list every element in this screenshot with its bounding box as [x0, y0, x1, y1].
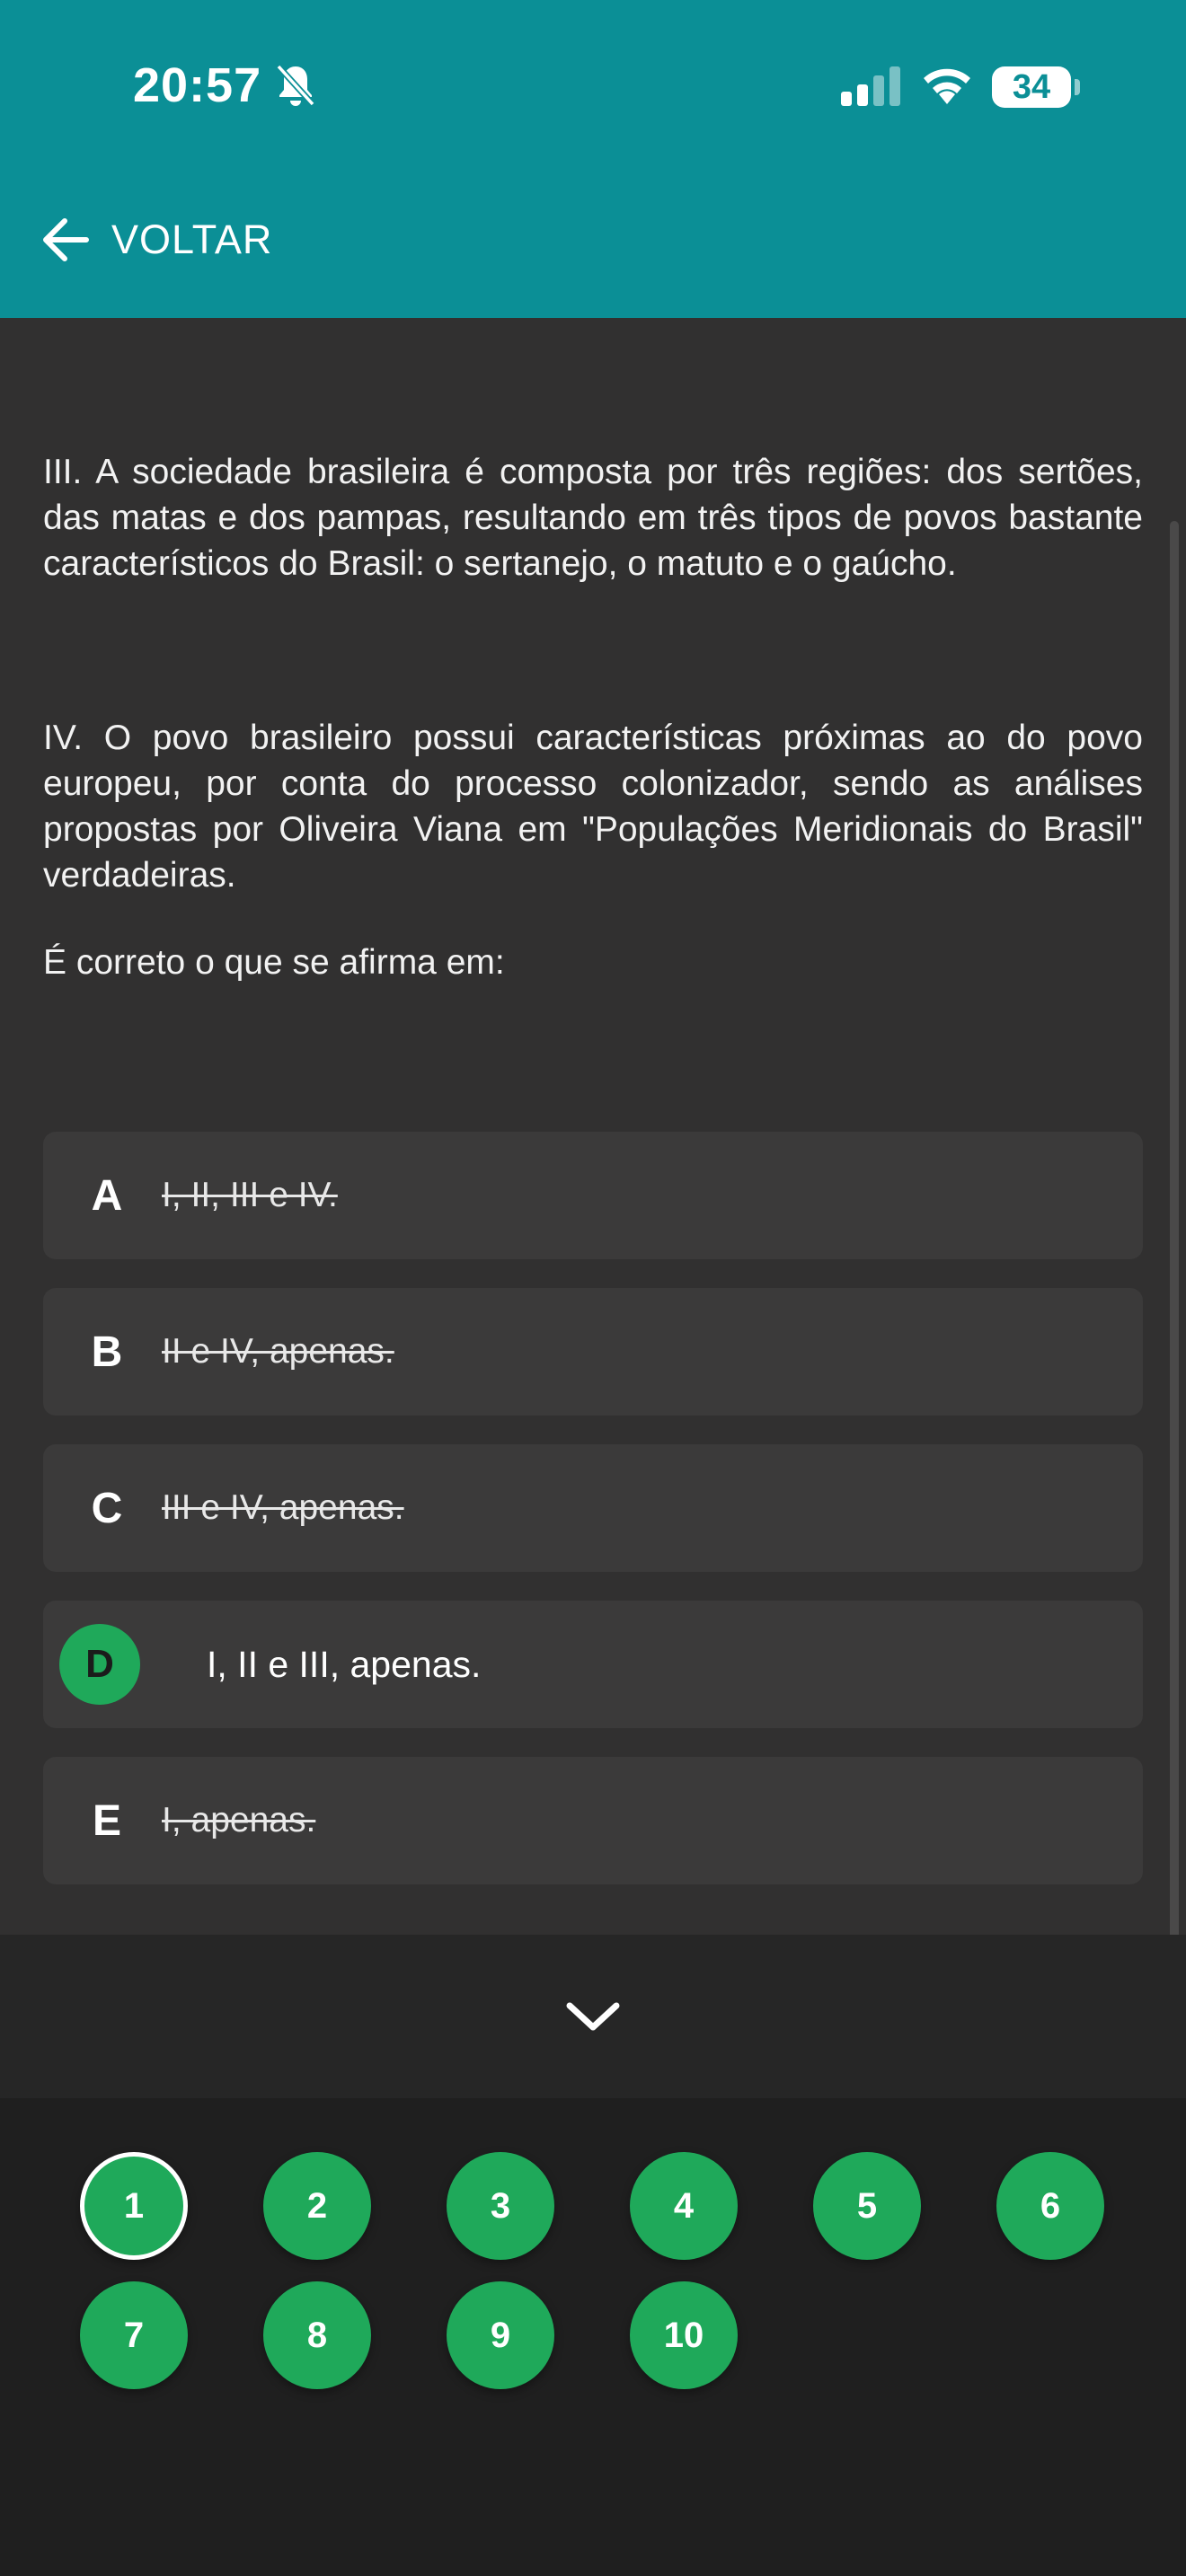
option-e[interactable] [43, 1757, 1143, 1884]
bell-muted-icon [275, 63, 316, 108]
question-number-3[interactable]: 3 [447, 2152, 554, 2260]
option-letter-selected: D [59, 1624, 140, 1705]
option-d[interactable] [43, 1601, 1143, 1728]
question-number-9[interactable]: 9 [447, 2281, 554, 2389]
app-header [0, 0, 1186, 318]
option-text: III e IV, apenas. [162, 1488, 404, 1527]
signal-icon [839, 66, 902, 106]
question-number-7[interactable]: 7 [80, 2281, 188, 2389]
question-number-5[interactable]: 5 [813, 2152, 921, 2260]
option-a[interactable] [43, 1132, 1143, 1259]
statement-iii: III. A sociedade brasileira é composta por três regiões: dos sertões, das matas e dos pampas, resultando em três tipos de povos bastante característicos do Brasil: o sertanejo, o matuto e o gaúcho. [43, 453, 1143, 583]
wifi-icon [920, 63, 974, 104]
back-button[interactable] [40, 208, 272, 271]
option-letter: E [92, 1796, 121, 1845]
question-number-2[interactable]: 2 [263, 2152, 371, 2260]
status-time: 20:57 [133, 58, 262, 112]
arrow-left-icon [40, 214, 92, 266]
status-bar [0, 0, 1186, 171]
collapse-navigator-button[interactable] [0, 1935, 1186, 2098]
option-text: I, apenas. [162, 1801, 316, 1839]
option-b[interactable] [43, 1288, 1143, 1416]
question-number-1[interactable]: 1 [80, 2152, 188, 2260]
option-letter: B [91, 1328, 123, 1376]
option-text: I, II e III, apenas. [207, 1643, 482, 1685]
option-text: II e IV, apenas. [162, 1332, 394, 1371]
question-number-6[interactable]: 6 [996, 2152, 1104, 2260]
battery-icon: 34 [992, 66, 1071, 108]
option-letter: C [91, 1484, 123, 1532]
question-number-10[interactable]: 10 [630, 2281, 738, 2389]
back-label: VOLTAR [111, 216, 273, 262]
question-number-8[interactable]: 8 [263, 2281, 371, 2389]
statement-iv: IV. O povo brasileiro possui características próximas ao do povo europeu, por conta do processo colonizador, sendo as análises propostas por Oliveira Viana em "Populações Meridionais do Brasil" verdadeiras. [43, 719, 1143, 895]
chevron-down-icon [564, 1998, 622, 2034]
question-navigator [0, 1935, 1186, 2576]
option-letter: A [91, 1171, 123, 1220]
option-c[interactable] [43, 1444, 1143, 1572]
option-text: I, II, III e IV. [162, 1176, 338, 1214]
question-number-4[interactable]: 4 [630, 2152, 738, 2260]
question-prompt: É correto o que se afirma em: [43, 943, 505, 982]
battery-tip [1075, 79, 1080, 95]
